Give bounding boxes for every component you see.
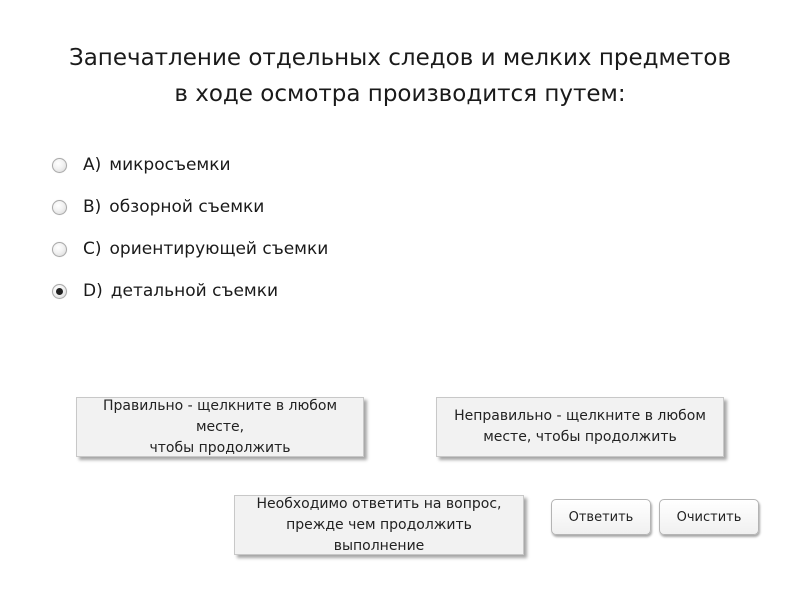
option-label: детальной съемки <box>110 281 279 301</box>
option-b[interactable] <box>52 186 328 228</box>
incorrect-feedback-box[interactable] <box>436 397 724 457</box>
answer-required-line-2: прежде чем продолжить выполнение <box>286 516 472 554</box>
option-letter: B) <box>83 197 102 217</box>
option-d[interactable] <box>52 270 328 312</box>
option-letter: D) <box>83 281 103 301</box>
answer-required-line-1: Необходимо ответить на вопрос, <box>256 495 502 512</box>
question-line-1: Запечатление отдельных следов и мелких предметов <box>68 45 732 71</box>
option-label: микросъемки <box>109 155 231 175</box>
incorrect-feedback-line-2: месте, чтобы продолжить <box>483 429 677 445</box>
answer-required-box[interactable] <box>234 495 524 555</box>
radio-option-d[interactable] <box>52 284 67 299</box>
incorrect-feedback-line-1: Неправильно - щелкните в любом <box>454 408 706 424</box>
correct-feedback-line-2: чтобы продолжить <box>149 439 291 456</box>
option-label: обзорной съемки <box>109 197 265 217</box>
option-letter: C) <box>83 239 102 259</box>
question-line-2: в ходе осмотра производится путем: <box>174 81 626 107</box>
option-a[interactable] <box>52 144 328 186</box>
correct-feedback-box[interactable] <box>76 397 364 457</box>
radio-option-c[interactable] <box>52 242 67 257</box>
option-label: ориентирующей съемки <box>109 239 329 259</box>
option-c[interactable] <box>52 228 328 270</box>
radio-option-a[interactable] <box>52 158 67 173</box>
submit-button[interactable]: Ответить <box>551 499 651 535</box>
answer-options <box>52 144 328 312</box>
option-letter: A) <box>83 155 102 175</box>
radio-option-b[interactable] <box>52 200 67 215</box>
clear-button[interactable]: Очистить <box>659 499 759 535</box>
correct-feedback-line-1: Правильно - щелкните в любом месте, <box>102 397 338 435</box>
question-text <box>20 40 780 112</box>
